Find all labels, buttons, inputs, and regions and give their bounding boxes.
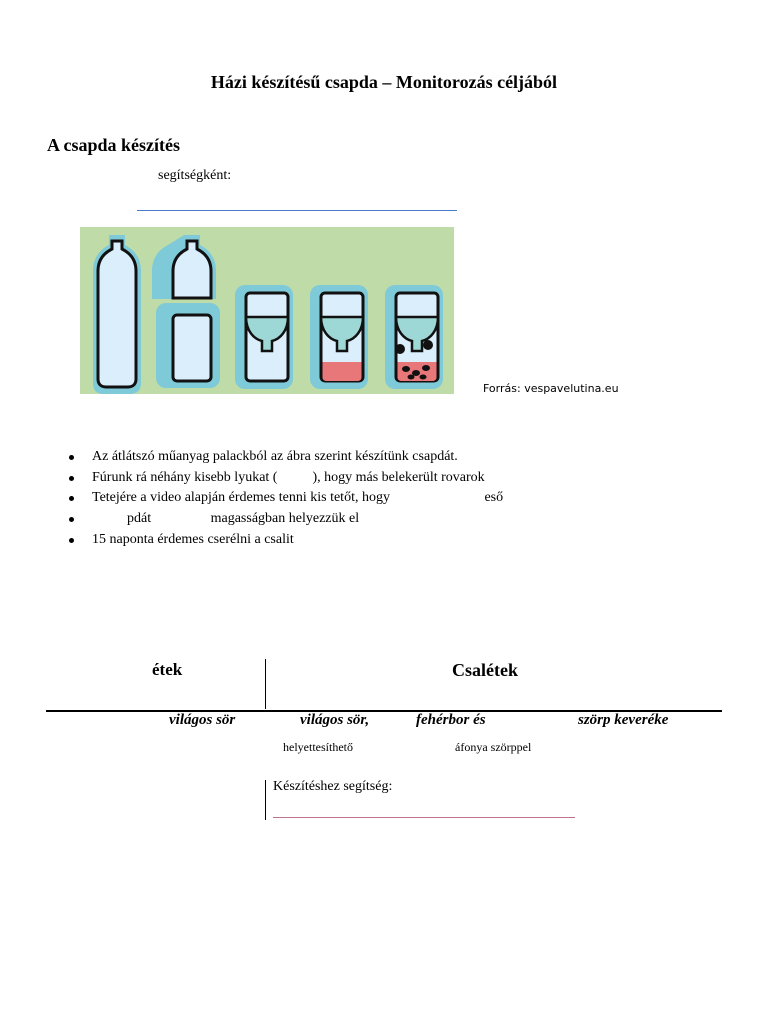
bullet-icon	[69, 455, 74, 460]
instruction-list	[62, 447, 503, 550]
trap-illustration	[80, 227, 454, 394]
list-item: 15 naponta érdemes cserélni a csalit	[62, 530, 503, 551]
table-cell-bait-2: fehérbor és	[416, 712, 486, 728]
helper-text: segítségként:	[158, 168, 232, 183]
page-title: Házi készítésű csapda – Monitorozás céljából	[210, 72, 558, 92]
table-cell-bait-3: szörp keveréke	[578, 712, 669, 728]
list-item: Fúrunk rá néhány kisebb lyukat ( ), hogy más belekerült rovarok	[62, 468, 503, 489]
bullet-icon	[69, 538, 74, 543]
hyperlink-underline[interactable]	[137, 210, 457, 211]
help-label: Készítéshez segítség:	[273, 779, 393, 794]
whole-bottle	[98, 241, 136, 387]
list-item: Az átlátszó műanyag palackból az ábra szerint készítünk csapdát.	[62, 447, 503, 468]
bullet-icon	[69, 496, 74, 501]
table-cell-col1: világos sör	[169, 712, 236, 728]
table-header-col2: Csalétek	[452, 660, 518, 680]
bullet-icon	[69, 476, 74, 481]
bullet-icon	[69, 517, 74, 522]
table-note-1: helyettesíthető	[283, 740, 353, 754]
list-item: pdát magasságban helyezzük el	[62, 509, 503, 530]
table-cell-bait-1: világos sör,	[300, 712, 370, 728]
bait-liquid	[323, 362, 362, 381]
list-item: Tetejére a video alapján érdemes tenni kis tetőt, hogy eső	[62, 488, 503, 509]
table-note-2: áfonya szörppel	[455, 740, 532, 754]
help-link-underline[interactable]	[273, 817, 575, 818]
hole-left	[395, 344, 405, 354]
hole-right	[423, 340, 433, 350]
table-header-col1: étek	[152, 660, 183, 679]
figure-source: Forrás: vespavelutina.eu	[483, 382, 619, 395]
section-heading: A csapda készítés	[47, 135, 181, 155]
bottle-bottom-half	[173, 315, 211, 381]
table-divider-vertical-lower	[265, 780, 266, 820]
table-divider-vertical	[265, 659, 266, 709]
